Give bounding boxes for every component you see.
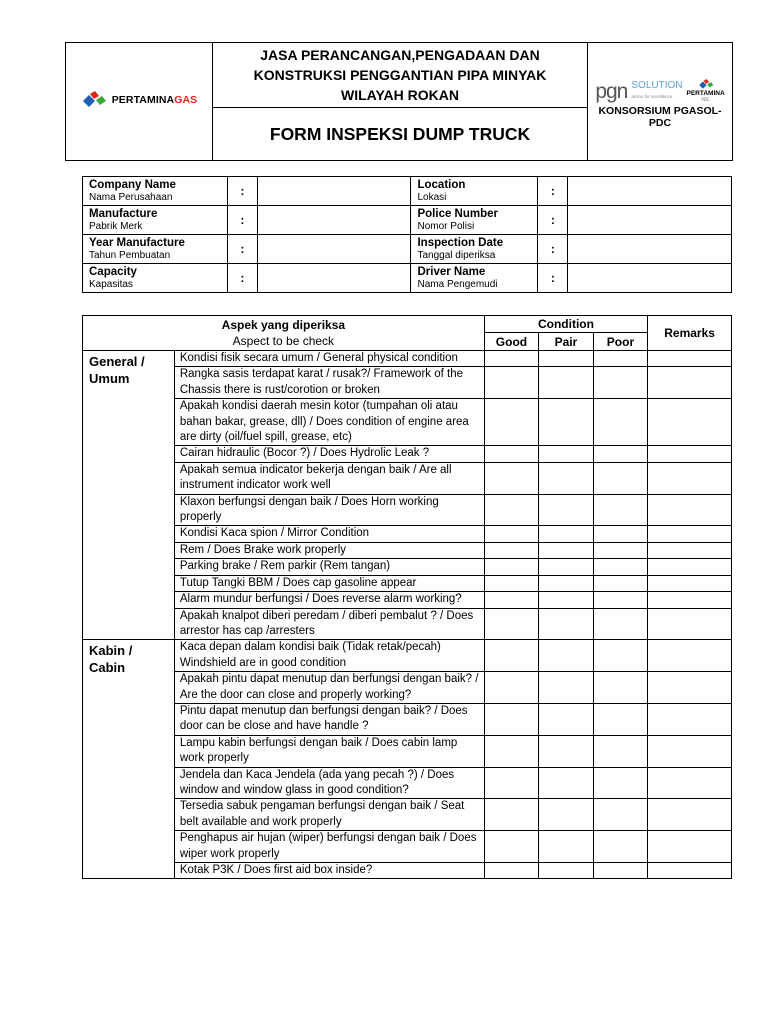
right-label-id: Tanggal diperiksa: [417, 249, 496, 261]
inspection-item: Kotak P3K / Does first aid box inside?: [174, 863, 484, 879]
condition-header: Condition: [484, 316, 648, 333]
pertamina-pdc-logo: [687, 79, 725, 102]
poor-check-cell[interactable]: [593, 575, 648, 591]
colon: :: [538, 206, 568, 235]
pair-check-cell[interactable]: [539, 703, 594, 735]
table-row: [83, 735, 732, 767]
pertamina-gas-logo: [81, 91, 198, 109]
pair-check-cell[interactable]: [539, 640, 594, 672]
pair-check-cell[interactable]: [539, 351, 594, 367]
inspection-item: Alarm mundur berfungsi / Does reverse alarm working?: [174, 592, 484, 608]
info-row: [83, 206, 732, 235]
table-row: [83, 526, 732, 542]
aspect-header-id: Aspek yang diperiksa: [221, 318, 346, 332]
pair-check-cell[interactable]: [539, 367, 594, 399]
right-label-id: Nama Pengemudi: [417, 278, 498, 290]
colon: :: [227, 235, 257, 264]
right-label-en: Inspection Date: [417, 236, 504, 249]
good-check-cell[interactable]: [484, 831, 539, 863]
poor-check-cell[interactable]: [593, 672, 648, 704]
left-label-id: Kapasitas: [89, 278, 133, 290]
left-label-en: Company Name: [89, 178, 176, 191]
pertamina-pdc-text: PDC: [701, 96, 710, 102]
remarks-cell[interactable]: [648, 526, 732, 542]
right-value-field[interactable]: [568, 206, 732, 235]
left-value-field[interactable]: [257, 264, 411, 293]
poor-check-cell[interactable]: [593, 559, 648, 575]
remarks-cell[interactable]: [648, 831, 732, 863]
good-header: Good: [484, 333, 539, 351]
aspect-header-en: Aspect to be check: [232, 334, 335, 348]
good-check-cell[interactable]: [484, 462, 539, 494]
good-check-cell[interactable]: [484, 672, 539, 704]
remarks-cell[interactable]: [648, 542, 732, 558]
inspection-item: Klaxon berfungsi dengan baik / Does Horn working properly: [174, 494, 484, 526]
left-value-field[interactable]: [257, 206, 411, 235]
table-row: [83, 863, 732, 879]
remarks-cell[interactable]: [648, 735, 732, 767]
info-row: [83, 235, 732, 264]
pertamina-logo-icon: [81, 91, 107, 109]
table-row: [83, 559, 732, 575]
remarks-cell[interactable]: [648, 672, 732, 704]
project-title: [213, 43, 588, 108]
aspect-header: [83, 316, 485, 351]
good-check-cell[interactable]: [484, 559, 539, 575]
table-row: [83, 672, 732, 704]
poor-check-cell[interactable]: [593, 399, 648, 446]
remarks-cell[interactable]: [648, 367, 732, 399]
table-row: [83, 592, 732, 608]
poor-check-cell[interactable]: [593, 640, 648, 672]
poor-check-cell[interactable]: [593, 592, 648, 608]
remarks-cell[interactable]: [648, 608, 732, 640]
inspection-item: Apakah semua indicator bekerja dengan baik / Are all instrument indicator work well: [174, 462, 484, 494]
pair-check-cell[interactable]: [539, 863, 594, 879]
colon: :: [538, 264, 568, 293]
inspection-item: Parking brake / Rem parkir (Rem tangan): [174, 559, 484, 575]
poor-check-cell[interactable]: [593, 863, 648, 879]
right-value-field[interactable]: [568, 177, 732, 206]
remarks-cell[interactable]: [648, 399, 732, 446]
colon: :: [227, 264, 257, 293]
info-row: [83, 177, 732, 206]
inspection-item: Rangka sasis terdapat karat / rusak?/ Framework of the Chassis there is rust/corotion or broken: [174, 367, 484, 399]
poor-check-cell[interactable]: [593, 462, 648, 494]
poor-check-cell[interactable]: [593, 767, 648, 799]
solution-word: SOLUTION: [631, 79, 683, 91]
good-check-cell[interactable]: [484, 526, 539, 542]
right-label-en: Driver Name: [417, 265, 486, 278]
remarks-cell[interactable]: [648, 559, 732, 575]
pair-check-cell[interactable]: [539, 542, 594, 558]
poor-check-cell[interactable]: [593, 608, 648, 640]
table-row: [83, 640, 732, 672]
poor-check-cell[interactable]: [593, 526, 648, 542]
poor-check-cell[interactable]: [593, 831, 648, 863]
pgn-solution-logo-cell: [588, 43, 733, 161]
remarks-cell[interactable]: [648, 592, 732, 608]
poor-check-cell[interactable]: [593, 703, 648, 735]
pair-check-cell[interactable]: [539, 799, 594, 831]
vehicle-info-table: [82, 176, 732, 293]
poor-check-cell[interactable]: [593, 494, 648, 526]
colon: :: [227, 177, 257, 206]
left-value-field[interactable]: [257, 235, 411, 264]
section-label-line-1: Kabin /: [89, 643, 133, 659]
right-label: [411, 264, 538, 293]
inspection-item: Penghapus air hujan (wiper) berfungsi dengan baik / Does wiper work properly: [174, 831, 484, 863]
colon: :: [227, 206, 257, 235]
good-check-cell[interactable]: [484, 640, 539, 672]
section-label: [83, 351, 175, 640]
right-label-en: Police Number: [417, 207, 499, 220]
project-title-line-2: KONSTRUKSI PENGGANTIAN PIPA MINYAK: [253, 67, 547, 83]
pair-check-cell[interactable]: [539, 735, 594, 767]
pair-check-cell[interactable]: [539, 767, 594, 799]
consortium-name: KONSORSIUM PGASOL-PDC: [598, 104, 722, 129]
section-label-line-2: Umum: [89, 371, 130, 386]
table-row: [83, 575, 732, 591]
pair-check-cell[interactable]: [539, 526, 594, 542]
pair-header: Pair: [539, 333, 594, 351]
info-row: [83, 264, 732, 293]
right-label: [411, 177, 538, 206]
poor-header: Poor: [593, 333, 648, 351]
good-check-cell[interactable]: [484, 703, 539, 735]
pertamina-gas-logo-cell: [66, 43, 213, 161]
poor-check-cell[interactable]: [593, 367, 648, 399]
remarks-cell[interactable]: [648, 351, 732, 367]
remarks-cell[interactable]: [648, 494, 732, 526]
project-title-line-3: WILAYAH ROKAN: [341, 87, 459, 103]
poor-check-cell[interactable]: [593, 446, 648, 462]
good-check-cell[interactable]: [484, 494, 539, 526]
remarks-cell[interactable]: [648, 703, 732, 735]
left-value-field[interactable]: [257, 177, 411, 206]
good-check-cell[interactable]: [484, 592, 539, 608]
inspection-item: Lampu kabin berfungsi dengan baik / Does cabin lamp work properly: [174, 735, 484, 767]
solution-tagline: action for excellence: [631, 93, 673, 99]
right-value-field[interactable]: [568, 264, 732, 293]
left-label: [83, 264, 228, 293]
inspection-item: Apakah kondisi daerah mesin kotor (tumpahan oli atau bahan bakar, grease, dll) / Does condition of engine area are dirty (oil/fuel spill, grease, etc): [174, 399, 484, 446]
good-check-cell[interactable]: [484, 575, 539, 591]
inspection-table: [82, 315, 732, 879]
good-check-cell[interactable]: [484, 735, 539, 767]
pair-check-cell[interactable]: [539, 592, 594, 608]
right-label: [411, 235, 538, 264]
form-title: FORM INSPEKSI DUMP TRUCK: [213, 108, 588, 161]
left-label-id: Pabrik Merk: [89, 220, 143, 232]
inspection-item: Pintu dapat menutup dan berfungsi dengan baik? / Does door can be close and have handle ?: [174, 703, 484, 735]
right-label: [411, 206, 538, 235]
inspection-item: Apakah pintu dapat menutup dan berfungsi dengan baik? / Are the door can close and properly working?: [174, 672, 484, 704]
inspection-item: Kondisi fisik secara umum / General physical condition: [174, 351, 484, 367]
remarks-cell[interactable]: [648, 767, 732, 799]
poor-check-cell[interactable]: [593, 542, 648, 558]
left-label: [83, 235, 228, 264]
remarks-cell[interactable]: [648, 575, 732, 591]
pgn-solution-logo: [588, 79, 732, 102]
left-label-id: Tahun Pembuatan: [89, 249, 171, 261]
pertamina-brand-suffix: GAS: [174, 93, 198, 106]
good-check-cell[interactable]: [484, 608, 539, 640]
pgn-word: pgn: [595, 79, 628, 103]
table-row: [83, 462, 732, 494]
table-row: [83, 831, 732, 863]
inspection-item: Apakah knalpot diberi peredam / diberi pembalut ? / Does arrestor has cap /arresters: [174, 608, 484, 640]
section-label-line-2: Cabin: [89, 660, 126, 676]
inspection-item: Rem / Does Brake work properly: [174, 542, 484, 558]
remarks-cell[interactable]: [648, 863, 732, 879]
good-check-cell[interactable]: [484, 399, 539, 446]
good-check-cell[interactable]: [484, 767, 539, 799]
pair-check-cell[interactable]: [539, 831, 594, 863]
remarks-cell[interactable]: [648, 446, 732, 462]
inspection-item: Tersedia sabuk pengaman berfungsi dengan baik / Seat belt available and work properly: [174, 799, 484, 831]
colon: :: [538, 177, 568, 206]
pertamina-brand: PERTAMINA: [111, 93, 175, 106]
table-row: [83, 542, 732, 558]
table-row: [83, 494, 732, 526]
table-row: [83, 399, 732, 446]
poor-check-cell[interactable]: [593, 351, 648, 367]
left-label-en: Manufacture: [89, 207, 158, 220]
left-label-en: Capacity: [89, 265, 137, 278]
remarks-header: Remarks: [648, 316, 732, 351]
table-row: [83, 367, 732, 399]
form-header: [65, 42, 733, 161]
left-label-en: Year Manufacture: [89, 236, 185, 249]
section-label-line-1: General /: [89, 354, 145, 369]
inspection-item: Tutup Tangki BBM / Does cap gasoline appear: [174, 575, 484, 591]
good-check-cell[interactable]: [484, 799, 539, 831]
good-check-cell[interactable]: [484, 542, 539, 558]
table-row: [83, 799, 732, 831]
pair-check-cell[interactable]: [539, 446, 594, 462]
right-label-en: Location: [417, 178, 466, 191]
remarks-cell[interactable]: [648, 640, 732, 672]
pair-check-cell[interactable]: [539, 462, 594, 494]
good-check-cell[interactable]: [484, 367, 539, 399]
pair-check-cell[interactable]: [539, 608, 594, 640]
table-row: [83, 351, 732, 367]
project-title-line-1: JASA PERANCANGAN,PENGADAAN DAN: [260, 47, 540, 63]
pertamina-small-text: PERTAMINA: [686, 89, 725, 97]
table-row: [83, 703, 732, 735]
good-check-cell[interactable]: [484, 446, 539, 462]
inspection-item: Jendela dan Kaca Jendela (ada yang pecah ?) / Does window and window glass in good condition?: [174, 767, 484, 799]
good-check-cell[interactable]: [484, 351, 539, 367]
inspection-item: Cairan hidraulic (Bocor ?) / Does Hydrolic Leak ?: [174, 446, 484, 462]
good-check-cell[interactable]: [484, 863, 539, 879]
remarks-cell[interactable]: [648, 799, 732, 831]
left-label-id: Nama Perusahaan: [89, 191, 173, 203]
section-label: [83, 640, 175, 879]
table-row: [83, 446, 732, 462]
inspection-item: Kondisi Kaca spion / Mirror Condition: [174, 526, 484, 542]
table-row: [83, 608, 732, 640]
left-label: [83, 206, 228, 235]
pair-check-cell[interactable]: [539, 559, 594, 575]
pertamina-small-logo-icon: [698, 79, 714, 90]
poor-check-cell[interactable]: [593, 799, 648, 831]
poor-check-cell[interactable]: [593, 735, 648, 767]
pair-check-cell[interactable]: [539, 494, 594, 526]
colon: :: [538, 235, 568, 264]
pair-check-cell[interactable]: [539, 399, 594, 446]
right-value-field[interactable]: [568, 235, 732, 264]
right-label-id: Nomor Polisi: [417, 220, 475, 232]
table-row: [83, 767, 732, 799]
left-label: [83, 177, 228, 206]
pair-check-cell[interactable]: [539, 575, 594, 591]
pair-check-cell[interactable]: [539, 672, 594, 704]
right-label-id: Lokasi: [417, 191, 447, 203]
remarks-cell[interactable]: [648, 462, 732, 494]
inspection-item: Kaca depan dalam kondisi baik (Tidak retak/pecah) Windshield are in good condition: [174, 640, 484, 672]
